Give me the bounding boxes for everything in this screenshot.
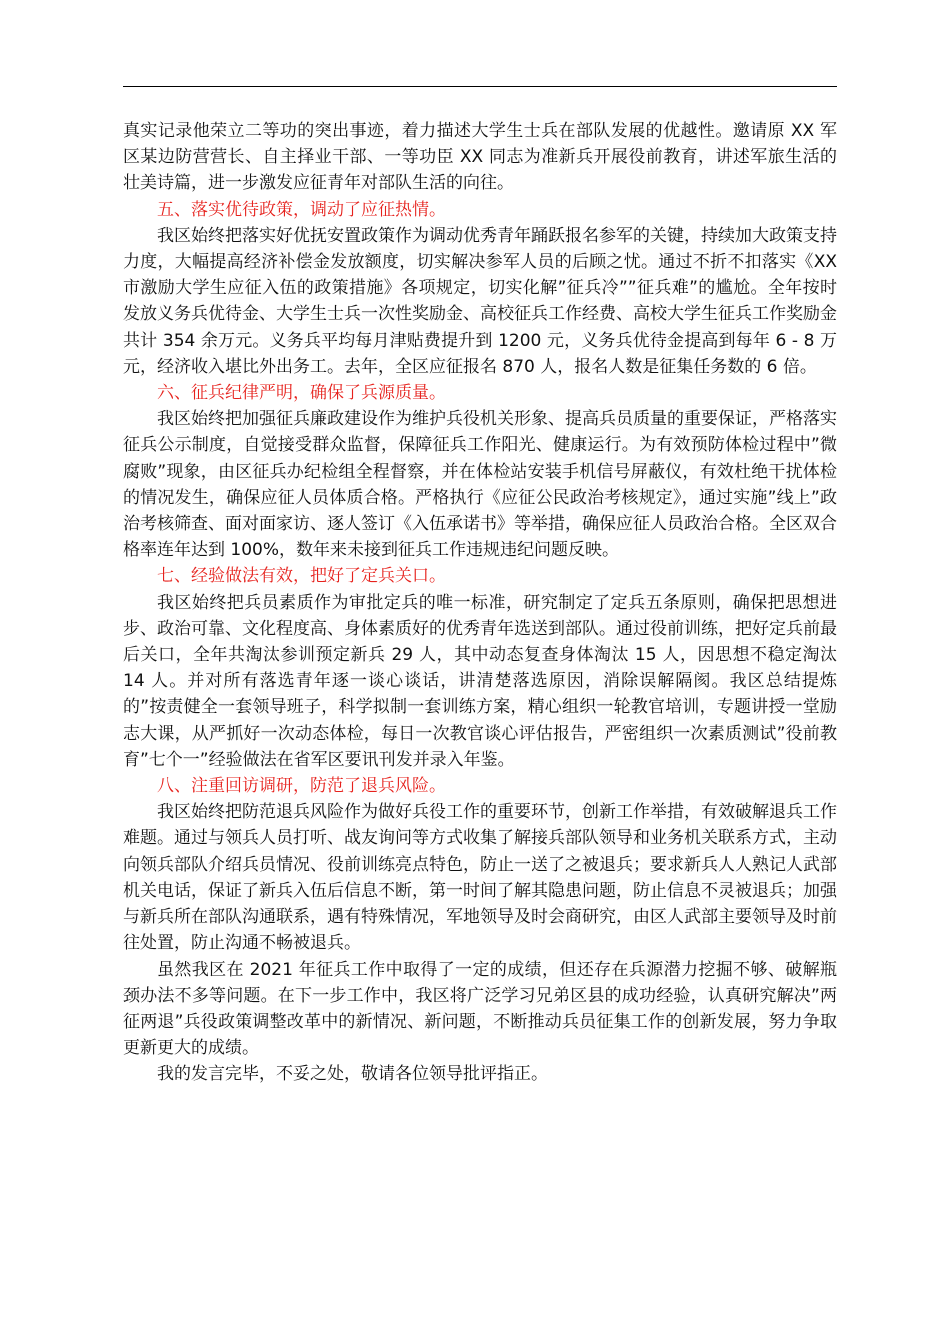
document-body bbox=[123, 118, 837, 1088]
section-heading-6: 六、征兵纪律严明，确保了兵源质量。 bbox=[157, 383, 446, 404]
closing-paragraph: 我的发言完毕，不妥之处，敬请各位领导批评指正。 bbox=[157, 1064, 548, 1085]
header-rule bbox=[123, 86, 837, 87]
body-paragraph-continued: 真实记录他荣立二等功的突出事迹，着力描述大学生士兵在部队发展的优越性。邀请原 XX 军区某边防营营长、自主择业干部、一等功臣 XX 同志为准新兵开展役前教育，讲述军旅生活的壮美诗篇，进一步激发应征青年对部队生活的向往。 bbox=[123, 121, 837, 194]
section-heading-5: 五、落实优待政策，调动了应征热情。 bbox=[157, 199, 446, 220]
section-heading-7: 七、经验做法有效，把好了定兵关口。 bbox=[157, 566, 446, 587]
conclusion-paragraph: 虽然我区在 2021 年征兵工作中取得了一定的成绩，但还存在兵源潜力挖掘不够、破解瓶颈办法不多等问题。在下一步工作中，我区将广泛学习兄弟区县的成功经验，认真研究解决”两征两退”兵役政策调整改革中的新情况、新问题，不断推动兵员征集工作的创新发展，努力争取更新更大的成绩。 bbox=[123, 959, 837, 1059]
section-heading-8: 八、注重回访调研，防范了退兵风险。 bbox=[157, 776, 446, 797]
body-paragraph-5: 我区始终把落实好优抚安置政策作为调动优秀青年踊跃报名参军的关键，持续加大政策支持力度，大幅提高经济补偿金发放额度，切实解决参军人员的后顾之忧。通过不折不扣落实《XX 市激励大学生应征入伍的政策措施》各项规定，切实化解”征兵冷””征兵难”的尴尬。全年按时发放义务兵优待金、大学生士兵一次性奖励金、高校征兵工作经费、高校大学生征兵工作奖励金共计 354 余万元。义务兵平均每月津贴费提升到 1200 元，义务兵优待金提高到每年 6 - 8 万元，经济收入堪比外出务工。去年，全区应征报名 870 人，报名人数是征集任务数的 6 倍。 bbox=[123, 225, 837, 377]
body-paragraph-6: 我区始终把加强征兵廉政建设作为维护兵役机关形象、提高兵员质量的重要保证，严格落实征兵公示制度，自觉接受群众监督，保障征兵工作阳光、健康运行。为有效预防体检过程中”微腐败”现象，由区征兵办纪检组全程督察，并在体检站安装手机信号屏蔽仪，有效杜绝干扰体检的情况发生，确保应征人员体质合格。严格执行《应征公民政治考核规定》，通过实施”线上”政治考核筛查、面对面家访、逐人签订《入伍承诺书》等举措，确保应征人员政治合格。全区双合格率连年达到 100%，数年来未接到征兵工作违规违纪问题反映。 bbox=[123, 409, 837, 561]
body-paragraph-8: 我区始终把防范退兵风险作为做好兵役工作的重要环节，创新工作举措，有效破解退兵工作难题。通过与领兵人员打听、战友询问等方式收集了解接兵部队领导和业务机关联系方式，主动向领兵部队介绍兵员情况、役前训练亮点特色，防止一送了之被退兵；要求新兵人人熟记人武部机关电话，保证了新兵入伍后信息不断，第一时间了解其隐患问题，防止信息不灵被退兵；加强与新兵所在部队沟通联系，遇有特殊情况，军地领导及时会商研究，由区人武部主要领导及时前往处置，防止沟通不畅被退兵。 bbox=[123, 802, 837, 954]
body-paragraph-7: 我区始终把兵员素质作为审批定兵的唯一标准，研究制定了定兵五条原则，确保把思想进步、政治可靠、文化程度高、身体素质好的优秀青年选送到部队。通过役前训练，把好定兵前最后关口，全年共淘汰参训预定新兵 29 人，其中动态复查身体淘汰 15 人，因思想不稳定淘汰 14 人。并对所有落选青年逐一谈心谈话，讲清楚落选原因，消除误解隔阂。我区总结提炼的”按责健全一套领导班子，科学拟制一套训练方案，精心组织一轮教官培训，专题讲授一堂励志大课，从严抓好一次动态体检，每日一次教官谈心评估报告，严密组织一次素质测试”役前教育”七个一”经验做法在省军区要讯刊发并录入年鉴。 bbox=[123, 592, 837, 770]
